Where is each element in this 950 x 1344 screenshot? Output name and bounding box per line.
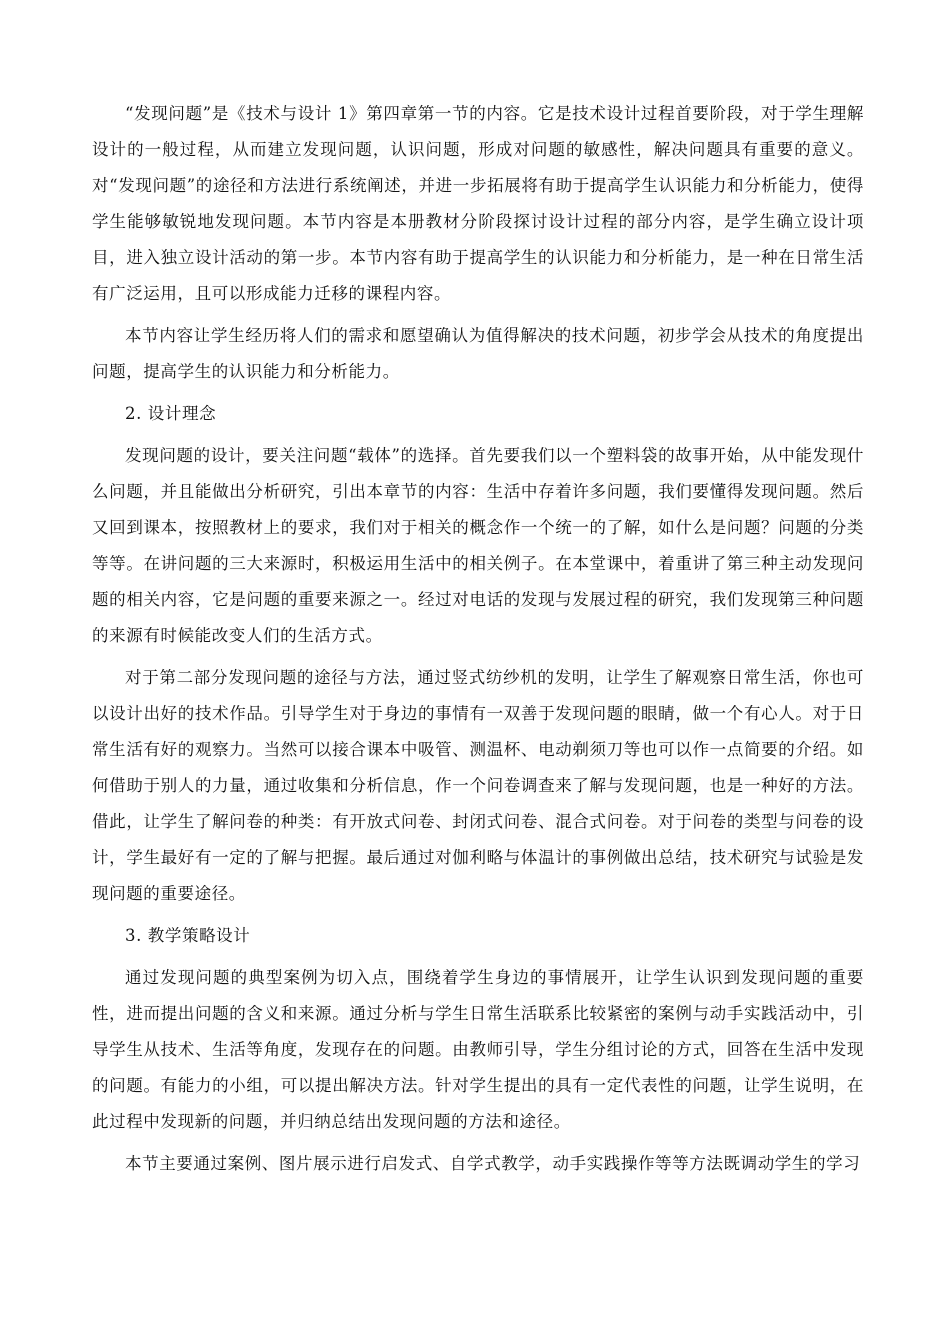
paragraph-goals: 本节内容让学生经历将人们的需求和愿望确认为值得解决的技术问题，初步学会从技术的角度提出问题，提高学生的认识能力和分析能力。 [92, 326, 864, 381]
paragraph-overview: “发现问题”是《技术与设计 1》第四章第一节的内容。它是技术设计过程首要阶段，对于学生理解设计的一般过程，从而建立发现问题，认识问题，形成对问题的敏感性，解决问题具有重要的意义。对“发现问题”的途径和方法进行系统阐述，并进一步拓展将有助于提高学生认识能力和分析能力，使得学生能够敏锐地发现问题。本节内容是本册教材分阶段探讨设计过程的部分内容，是学生确立设计项目，进入独立设计活动的第一步。本节内容有助于提高学生的认识能力和分析能力，是一种在日常生活有广泛运用，且可以形成能力迁移的课程内容。 [92, 104, 864, 303]
paragraph-design-concept-1: 发现问题的设计，要关注问题“载体”的选择。首先要我们以一个塑料袋的故事开始，从中能发现什么问题，并且能做出分析研究，引出本章节的内容：生活中存着许多问题，我们要懂得发现问题。然后又回到课本，按照教材上的要求，我们对于相关的概念作一个统一的了解，如什么是问题？问题的分类等等。在讲问题的三大来源时，积极运用生活中的相关例子。在本堂课中，着重讲了第三种主动发现问题的相关内容，它是问题的重要来源之一。经过对电话的发现与发展过程的研究，我们发现第三种问题的来源有时候能改变人们的生活方式。 [92, 446, 864, 645]
paragraph-design-concept-2: 对于第二部分发现问题的途径与方法，通过竖式纺纱机的发明，让学生了解观察日常生活，你也可以设计出好的技术作品。引导学生对于身边的事情有一双善于发现问题的眼睛，做一个有心人。对于日常生活有好的观察力。当然可以接合课本中吸管、测温杯、电动剃须刀等也可以作一点简要的介绍。如何借助于别人的力量，通过收集和分析信息，作一个问卷调查来了解与发现问题，也是一种好的方法。借此，让学生了解问卷的种类：有开放式问卷、封闭式问卷、混合式问卷。对于问卷的类型与问卷的设计，学生最好有一定的了解与把握。最后通过对伽利略与体温计的事例做出总结，技术研究与试验是发现问题的重要途径。 [92, 668, 864, 903]
section-heading-teaching-strategy: 3. 教学策略设计 [125, 926, 251, 945]
document-body [92, 96, 864, 1188]
paragraph-teaching-strategy-1: 通过发现问题的典型案例为切入点，围绕着学生身边的事情展开，让学生认识到发现问题的重要性，进而提出问题的含义和来源。通过分析与学生日常生活联系比较紧密的案例与动手实践活动中，引导学生从技术、生活等角度，发现存在的问题。由教师引导，学生分组讨论的方式，回答在生活中发现的问题。有能力的小组，可以提出解决方法。针对学生提出的具有一定代表性的问题，让学生说明，在此过程中发现新的问题，并归纳总结出发现问题的方法和途径。 [92, 968, 864, 1131]
section-heading-design-concept: 2. 设计理念 [125, 404, 217, 423]
paragraph-teaching-strategy-2: 本节主要通过案例、图片展示进行启发式、自学式教学，动手实践操作等等方法既调动学生的学习 [125, 1154, 861, 1173]
